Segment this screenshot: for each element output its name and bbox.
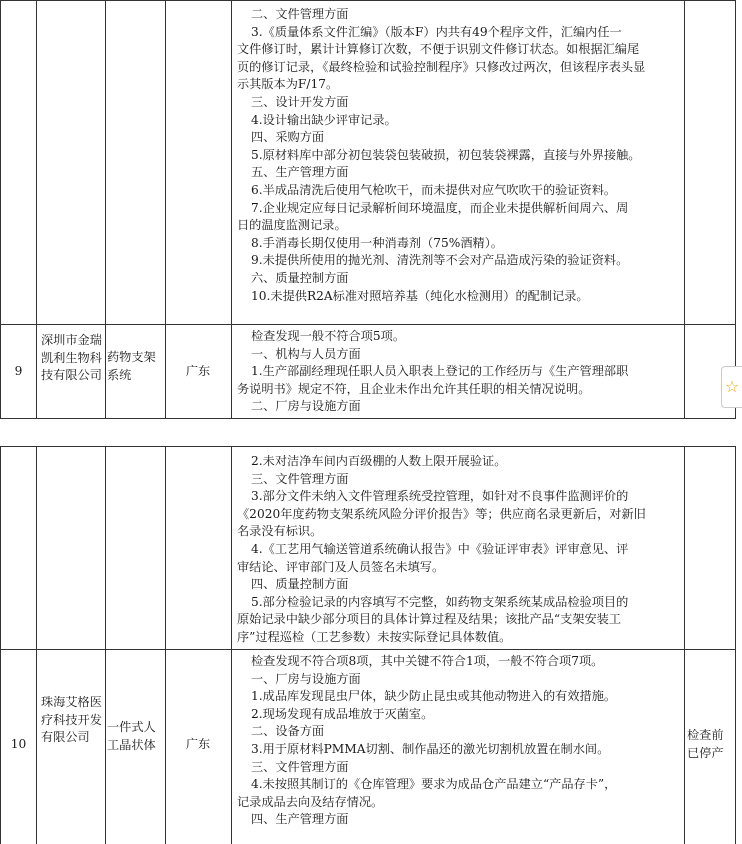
issue-line: 检查发现不符合项8项，其中关键不符合1项，一般不符合项7项。 [251,654,604,668]
issue-line: 五、生产管理方面 [251,165,349,180]
issue-line: 三、文件管理方面 [251,759,349,774]
issue-line: 5.原材料库中部分初包装袋包装破损，初包装袋裸露，直接与外界接触。 [251,147,641,162]
col-product [105,447,166,844]
issue-line: 六、质量控制方面 [251,270,349,285]
row10-product: 一件式人工晶状体 [107,720,156,752]
issue-line: 示其版本为F/17。 [237,77,339,92]
issue-line: 审结论、评审部门及人员签名未填写。 [237,559,445,574]
row10-company: 珠海艾格医疗科技开发有限公司 [41,695,102,745]
issue-line: 10.未提供R2A标准对照培养基（纯化水检测用）的配制记录。 [251,288,589,303]
issue-line: 检查发现一般不符合项5项。 [251,329,406,343]
row9-number: 9 [14,364,23,378]
issue-line: 一、厂房与设施方面 [251,671,361,686]
issue-line: 1.成品库发现昆虫尸体，缺少防止昆虫或其他动物进入的有效措施。 [251,689,617,704]
issue-line: 四、生产管理方面 [251,812,349,827]
col-number [1,447,37,844]
issue-line: 5.部分检验记录的内容填写不完整，如药物支架系统某成品检验项目的 [251,594,629,609]
issue-line: 3.部分文件未纳入文件管理系统受控管理，如针对不良事件监测评价的 [251,489,629,504]
issue-line: 二、设备方面 [251,724,325,739]
issue-line: 名录没有标识。 [237,524,323,539]
issue-line: 1.生产部副经理现任职人员入职表上登记的工作经历与《生产管理部职 [251,364,629,379]
issue-line: 2.现场发现有成品堆放于灭菌室。 [251,706,434,721]
issue-line: 文件修订时，累计计算修订次数，不便于识别文件修订状态。如根据汇编尾 [237,42,640,57]
issue-line: 原始记录中缺少部分项目的具体计算过程及结果；该批产品“支架安装工 [237,612,622,627]
document-page-1 [0,0,736,419]
row9-product: 药物支架系统 [107,350,156,382]
col-company [36,447,106,844]
issue-line: 6.半成品清洗后使用气枪吹干，而未提供对应气吹吹干的验证资料。 [251,182,617,197]
issue-line: 三、设计开发方面 [251,94,349,109]
issue-line: 二、文件管理方面 [251,7,349,21]
issue-line: 2.未对洁净车间内百级棚的人数上限开展验证。 [251,454,507,468]
row8-issues-continued [237,6,683,305]
row9-issues [237,328,683,416]
row9-issues-continued [237,453,683,647]
issue-line: 3.《质量体系文件汇编》（版本F）内共有49个程序文件，汇编内任一 [251,24,622,39]
row10-region: 广东 [185,737,211,751]
issue-line: 《2020年度药物支架系统风险分评价报告》等；供应商名录更新后，对新旧 [237,506,646,521]
row10-issues [237,653,683,829]
issue-line: 4.设计输出缺少评审记录。 [251,112,397,127]
document-page-2 [0,446,736,844]
row-divider [1,324,735,325]
issue-line: 4.未按照其制订的《仓库管理》要求为成品仓产品建立“产品存卡”， [251,777,617,792]
issue-line: 9.未提供所使用的抛光剂、清洗剂等不会对产品造成污染的验证资料。 [251,253,629,268]
issue-line: 三、文件管理方面 [251,471,349,486]
issue-line: 8.手消毒长期仅使用一种消毒剂（75%酒精）。 [251,235,503,250]
issue-line: 四、采购方面 [251,130,325,145]
col-region [165,1,232,418]
issue-line: 二、厂房与设施方面 [251,399,361,414]
row-divider [1,649,735,650]
issue-line: 3.用于原材料PMMA切割、制作晶还的激光切割机放置在制水间。 [251,741,610,756]
row10-note: 检查前已停产 [687,728,724,760]
issue-line: 一、机构与人员方面 [251,346,361,361]
col-region [165,447,232,844]
issue-line: 日的温度监测记录。 [237,218,347,233]
issue-line: 7.企业规定应每日记录解析间环境温度，而企业未提供解析间周六、周 [251,200,629,215]
issue-line: 4.《工艺用气输送管道系统确认报告》中《验证评审表》评审意见、评 [251,541,629,556]
issue-line: 记录成品去向及结存情况。 [237,794,384,809]
row9-company: 深圳市金瑞凯利生物科技有限公司 [41,333,102,383]
favorite-star-icon[interactable]: ☆ [721,366,742,408]
issue-line: 四、质量控制方面 [251,577,349,592]
row9-region: 广东 [185,364,211,378]
col-number [1,1,37,418]
issue-line: 页的修订记录，《最终检验和试验控制程序》只修改过两次，但该程序表头显 [237,59,646,74]
issue-line: 序”过程巡检（工艺参数）未按实际登记具体数值。 [237,629,512,644]
issue-line: 务说明书》规定不符，且企业未作出允许其任职的相关情况说明。 [237,381,591,396]
row10-number: 10 [10,737,27,751]
